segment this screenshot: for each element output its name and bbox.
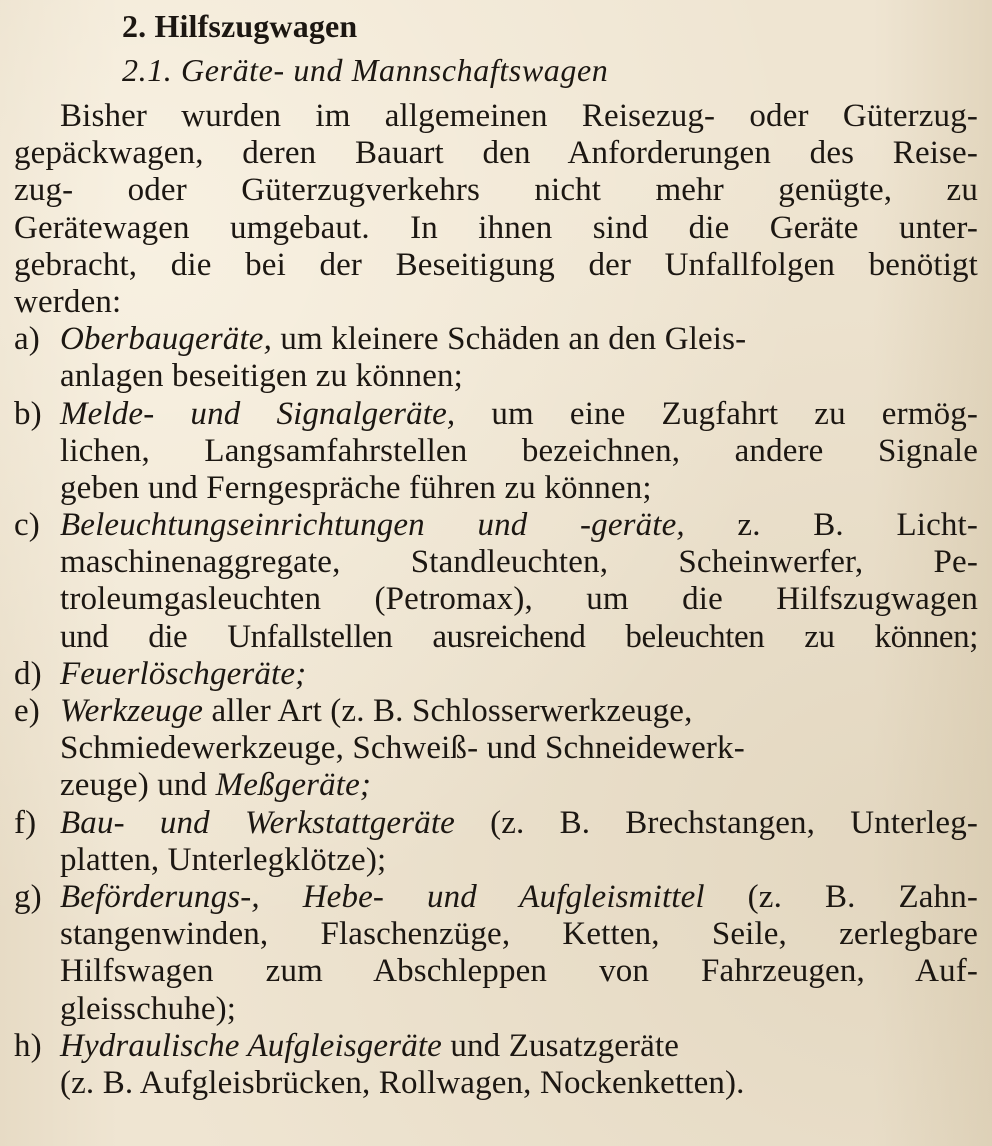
- list-item-term: Bau- und Werkstattgeräte: [60, 804, 455, 841]
- list-item-text: um kleinere Schäden an den Gleis-: [271, 321, 747, 358]
- list-item-continuation: maschinenaggregate, Standleuchten, Scheinwerfer, Pe-: [60, 544, 978, 581]
- list-item-first-line: [14, 693, 978, 730]
- section-heading: 2. Hilfszugwagen: [122, 8, 358, 44]
- list-item-continuation: geben und Ferngespräche führen zu können;: [60, 469, 652, 506]
- list-item-text: zeuge) und: [60, 767, 216, 804]
- list-item-letter: h): [14, 1027, 42, 1064]
- list-item-a: [14, 321, 978, 395]
- intro-line: zug- oder Güterzugverkehrs nicht mehr genügte, zu: [14, 172, 978, 209]
- intro-line: Bisher wurden im allgemeinen Reisezug- oder Güterzug-: [60, 98, 978, 134]
- list-item-term: Beleuchtungseinrichtungen und -geräte,: [60, 507, 685, 544]
- list-item-letter: b): [14, 395, 42, 432]
- list-item-first-line: [14, 507, 978, 544]
- list-item-text: aller Art (z. B. Schlosserwerkzeuge,: [203, 693, 693, 729]
- list-item-continuation: (z. B. Aufgleisbrücken, Rollwagen, Nockenketten).: [60, 1064, 745, 1101]
- list-item-letter: d): [14, 655, 42, 692]
- list-item-continuation: und die Unfallstellen ausreichend beleuchten zu können;: [60, 618, 978, 655]
- list-item-continuation: lichen, Langsamfahrstellen bezeichnen, andere Signale: [60, 432, 978, 469]
- intro-paragraph: [14, 98, 978, 321]
- list-item-first-line: [14, 396, 978, 433]
- list-item-g: [14, 879, 978, 1028]
- list-item-term: Meßgeräte;: [215, 767, 372, 804]
- list-item-text: (z. B. Zahn-: [704, 878, 978, 915]
- list-item-term: Werkzeuge: [60, 693, 204, 729]
- list-item-term: Feuerlöschgeräte;: [60, 655, 307, 692]
- list-item-text: z. B. Licht-: [684, 507, 978, 544]
- list-item-first-line: [14, 879, 978, 916]
- list-item-continuation: Hilfswagen zum Abschleppen von Fahrzeugen, Auf-: [60, 953, 978, 990]
- list-item-letter: f): [14, 804, 37, 841]
- list-item-term: Hydraulische Aufgleisgeräte: [60, 1027, 442, 1064]
- list-item-text: und Zusatzgeräte: [441, 1027, 680, 1064]
- intro-line: gebracht, die bei der Beseitigung der Unfallfolgen benötigt: [14, 246, 978, 283]
- list-item-letter: c): [14, 507, 40, 544]
- list-item-continuation: troleumgasleuchten (Petromax), um die Hilfszugwagen: [60, 581, 978, 618]
- list-item-continuation: Schmiedewerkzeuge, Schweiß- und Schneidewerk-: [60, 730, 745, 767]
- list-item-f: [14, 805, 978, 879]
- list-item-d: [14, 656, 978, 693]
- list-item-term: Beförderungs-, Hebe- und Aufgleismittel: [60, 878, 705, 915]
- list-item-first-line: [14, 321, 940, 358]
- subsection-heading: 2.1. Geräte- und Mannschaftswagen: [122, 52, 609, 88]
- list-item-continuation: stangenwinden, Flaschenzüge, Ketten, Seile, zerlegbare: [60, 916, 978, 953]
- list-item-continuation: platten, Unterlegklötze);: [60, 841, 387, 878]
- list-item-text: (z. B. Brechstangen, Unterleg-: [454, 804, 978, 841]
- list-item-first-line: [14, 805, 978, 842]
- list-item-term: Melde- und Signalgeräte,: [60, 395, 456, 432]
- list-item-c: [14, 507, 978, 656]
- list-item-letter: g): [14, 878, 42, 915]
- list-item-first-line: [14, 656, 978, 693]
- list-item-text: um eine Zugfahrt zu ermög-: [455, 395, 979, 432]
- list-item-b: [14, 396, 978, 508]
- list-item-h: [14, 1028, 978, 1102]
- list-item-letter: a): [14, 321, 40, 358]
- intro-line: werden:: [14, 283, 122, 320]
- list-item-continuation: anlagen beseitigen zu können;: [60, 358, 463, 395]
- intro-line: gepäckwagen, deren Bauart den Anforderungen des Reise-: [14, 135, 978, 172]
- list-item-continuation: [14, 767, 978, 804]
- list-item-continuation: gleisschuhe);: [60, 990, 237, 1027]
- list-item-term: Oberbaugeräte,: [60, 321, 272, 358]
- intro-line: Gerätewagen umgebaut. In ihnen sind die Geräte unter-: [14, 209, 978, 246]
- list-item-first-line: [14, 1028, 978, 1065]
- list-item-letter: e): [14, 693, 40, 729]
- list-item-e: [14, 693, 978, 805]
- equipment-list: [14, 321, 978, 1102]
